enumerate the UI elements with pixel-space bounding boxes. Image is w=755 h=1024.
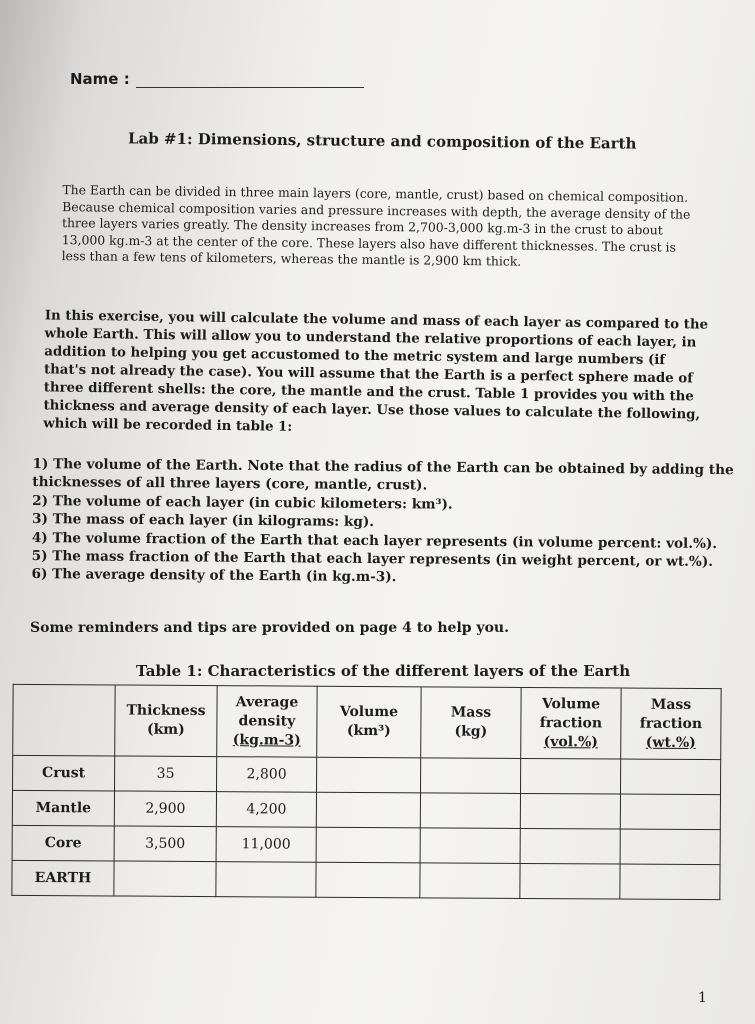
volume-cell[interactable] [316, 792, 420, 828]
thickness-cell: 2,900 [114, 791, 216, 827]
header-text: Mass [450, 704, 492, 721]
thickness-cell[interactable] [114, 861, 216, 897]
task-item: thicknesses of all three layers (core, mantle, crust). [32, 474, 428, 494]
volume-cell[interactable] [316, 827, 420, 863]
header-volume-fraction [521, 687, 621, 759]
header-text: fraction [539, 714, 603, 731]
header-density [217, 686, 317, 758]
thickness-cell: 35 [115, 756, 217, 792]
density-cell: 4,200 [216, 792, 316, 828]
earth-layers-table [11, 684, 721, 900]
reminder-text: Some reminders and tips are provided on page 4 to help you. [30, 620, 509, 636]
thickness-cell: 3,500 [114, 826, 216, 862]
table-row-mantle [12, 790, 720, 829]
mass-cell[interactable] [420, 828, 520, 864]
density-cell: 2,800 [216, 757, 316, 793]
corner-cell [13, 684, 115, 756]
density-cell[interactable] [216, 862, 316, 898]
row-label: Core [12, 825, 114, 861]
lab-title: Lab #1: Dimensions, structure and composition of the Earth [127, 129, 637, 153]
mass-fraction-cell[interactable] [620, 759, 720, 795]
name-label: Name : [70, 70, 130, 88]
header-text: Volume [339, 703, 399, 721]
volume-fraction-cell[interactable] [520, 828, 620, 864]
row-label: Mantle [12, 790, 114, 826]
mass-fraction-cell[interactable] [620, 794, 720, 830]
task-item: 5) The mass fraction of the Earth that each layer represents (in weight percent, or wt.%). [31, 548, 714, 571]
name-blank-line[interactable] [136, 73, 364, 88]
volume-fraction-cell[interactable] [520, 758, 620, 794]
density-cell: 11,000 [216, 827, 316, 863]
exercise-paragraph: In this exercise, you will calculate the volume and mass of each layer as compared to the whole Earth. This will allow you to understand the relative proportions of each layer, in addition to helping you get accustomed to the metric system and large numbers (if that's not already the case). You will assume that the Earth is a perfect sphere made of three different shells: the core, the mantle and the crust. Table 1 provides you with the thickness and average density of each layer. Use those values to calculate the following, which will be recorded in table 1: [43, 308, 709, 435]
mass-cell[interactable] [420, 863, 520, 899]
header-text: (kg) [454, 723, 488, 740]
header-text: (kg.m-3) [232, 731, 301, 749]
header-text: Mass [650, 696, 692, 713]
row-label: Crust [13, 755, 115, 791]
header-text: Thickness [126, 702, 206, 720]
header-text: (km³) [346, 722, 391, 740]
volume-cell[interactable] [316, 757, 420, 793]
header-text: density [238, 712, 296, 730]
mass-fraction-cell[interactable] [620, 829, 720, 865]
table-row-crust [13, 755, 721, 794]
volume-fraction-cell[interactable] [520, 793, 620, 829]
task-item: 1) The volume of the Earth. Note that the radius of the Earth can be obtained by adding the [32, 456, 734, 479]
header-text: (wt.%) [645, 734, 696, 751]
header-thickness [115, 685, 217, 757]
header-mass-fraction [621, 688, 721, 760]
mass-fraction-cell[interactable] [620, 864, 720, 900]
header-mass [421, 687, 521, 759]
intro-paragraph: The Earth can be divided in three main layers (core, mantle, crust) based on chemical composition. Because chemical composition varies and pressure increases with depth, the average density of the three layers varies greatly. The density increases from 2,700-3,000 kg.m-3 in the crust to about 13,000 kg.m-3 at the center of the core. These layers also have different thicknesses. The crust is less than a few tens of kilometers, whereas the mantle is 2,900 km thick. [61, 182, 691, 269]
row-label: EARTH [12, 860, 114, 896]
table-row-core [12, 825, 720, 864]
table-caption: Table 1: Characteristics of the different layers of the Earth [136, 662, 631, 680]
task-item: 4) The volume fraction of the Earth that each layer represents (in volume percent: vol.%). [31, 529, 718, 552]
table-row-earth [12, 860, 720, 899]
header-text: fraction [639, 715, 703, 732]
task-item: 2) The volume of each layer (in cubic kilometers: km³). [32, 492, 453, 513]
page-number: 1 [698, 990, 707, 1006]
volume-cell[interactable] [316, 862, 420, 898]
task-item: 3) The mass of each layer (in kilograms: kg). [31, 511, 375, 531]
volume-fraction-cell[interactable] [520, 863, 620, 899]
name-field [70, 70, 364, 88]
mass-cell[interactable] [420, 758, 520, 794]
table-header-row [13, 684, 721, 759]
task-list [31, 455, 734, 590]
header-volume [317, 686, 421, 758]
header-text: Average [235, 693, 299, 711]
header-text: (km) [146, 721, 185, 738]
header-text: (vol.%) [543, 733, 598, 750]
header-text: Volume [541, 695, 601, 712]
task-item: 6) The average density of the Earth (in kg.m-3). [31, 566, 397, 586]
mass-cell[interactable] [420, 793, 520, 829]
